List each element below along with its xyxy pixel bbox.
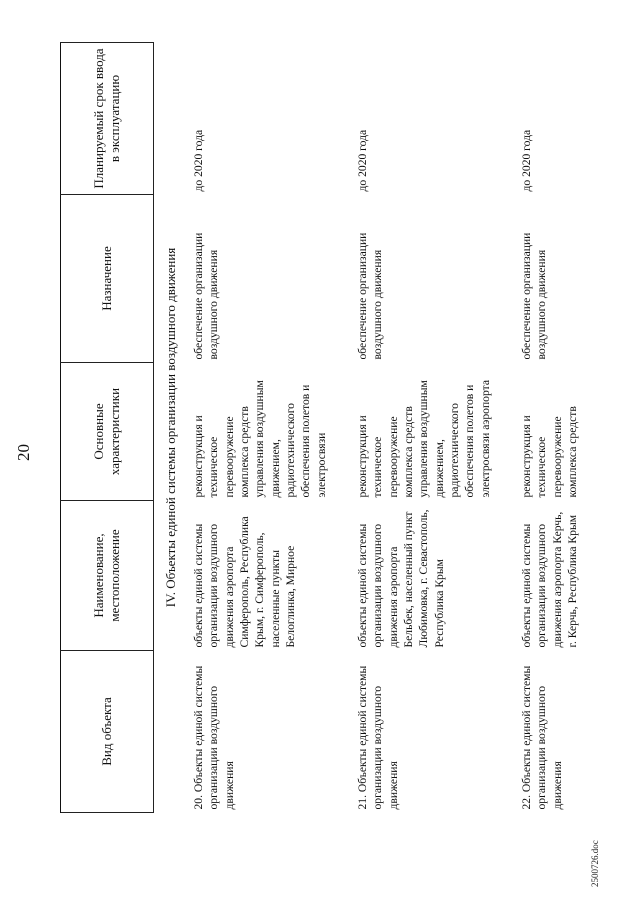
cell-deadline: до 2020 года <box>192 129 206 192</box>
cell-characteristics: реконструкция и техническое перевооружение комплекса средств управления воздушным движением, радиотехнического обеспечения полетов и электросвязи аэропорта <box>356 380 492 498</box>
header-commissioning-deadline: Планируемый срок ввода в эксплуатацию <box>61 43 154 195</box>
objects-table <box>60 42 640 813</box>
cell-name-location: объекты единой системы организации воздушного движения аэропорта Керчь, г. Керчь, Республика Крым <box>520 511 580 648</box>
cell-deadline: до 2020 года <box>520 129 534 192</box>
cell-object-type: 20. Объекты единой системы организации воздушного движения <box>192 665 236 810</box>
header-name-location: Наименование, местоположение <box>61 501 154 651</box>
table-row <box>185 43 349 813</box>
document-code: 2500726.doc <box>590 840 600 887</box>
cell-characteristics: реконструкция и техническое перевооружение комплекса средств <box>520 406 580 498</box>
cell-purpose: обеспечение организации воздушного движения <box>356 232 385 360</box>
table-row <box>513 43 640 813</box>
cell-name-location: объекты единой системы организации воздушного движения аэропорта Симферополь, Республика Крым, г. Симферополь, населенные пункты Белоглинка, Мирное <box>192 516 297 648</box>
cell-characteristics: реконструкция и техническое перевооружение комплекса средств управления воздушным движением, радиотехнического обеспечения полетов и электросвязи <box>192 380 328 498</box>
header-object-type: Вид объекта <box>61 651 154 813</box>
cell-purpose: обеспечение организации воздушного движения <box>520 232 549 360</box>
section-title: IV. Объекты единой системы организации воздушного движения <box>163 247 178 608</box>
page-number: 20 <box>14 444 33 461</box>
cell-object-type: 21. Объекты единой системы организации воздушного движения <box>356 665 400 810</box>
cell-object-type: 22. Объекты единой системы организации воздушного движения <box>520 665 564 810</box>
cell-purpose: обеспечение организации воздушного движения <box>192 232 221 360</box>
cell-name-location: объекты единой системы организации воздушного движения аэропорта Бельбек, населенный пункт Любимовка, г. Севастополь, Республика Крым <box>356 509 446 648</box>
section-row <box>154 43 186 813</box>
header-main-characteristics: Основные характеристики <box>61 363 154 501</box>
header-purpose: Назначение <box>61 195 154 363</box>
table-header-row <box>61 43 154 813</box>
cell-deadline: до 2020 года <box>356 129 370 192</box>
table-row <box>349 43 513 813</box>
